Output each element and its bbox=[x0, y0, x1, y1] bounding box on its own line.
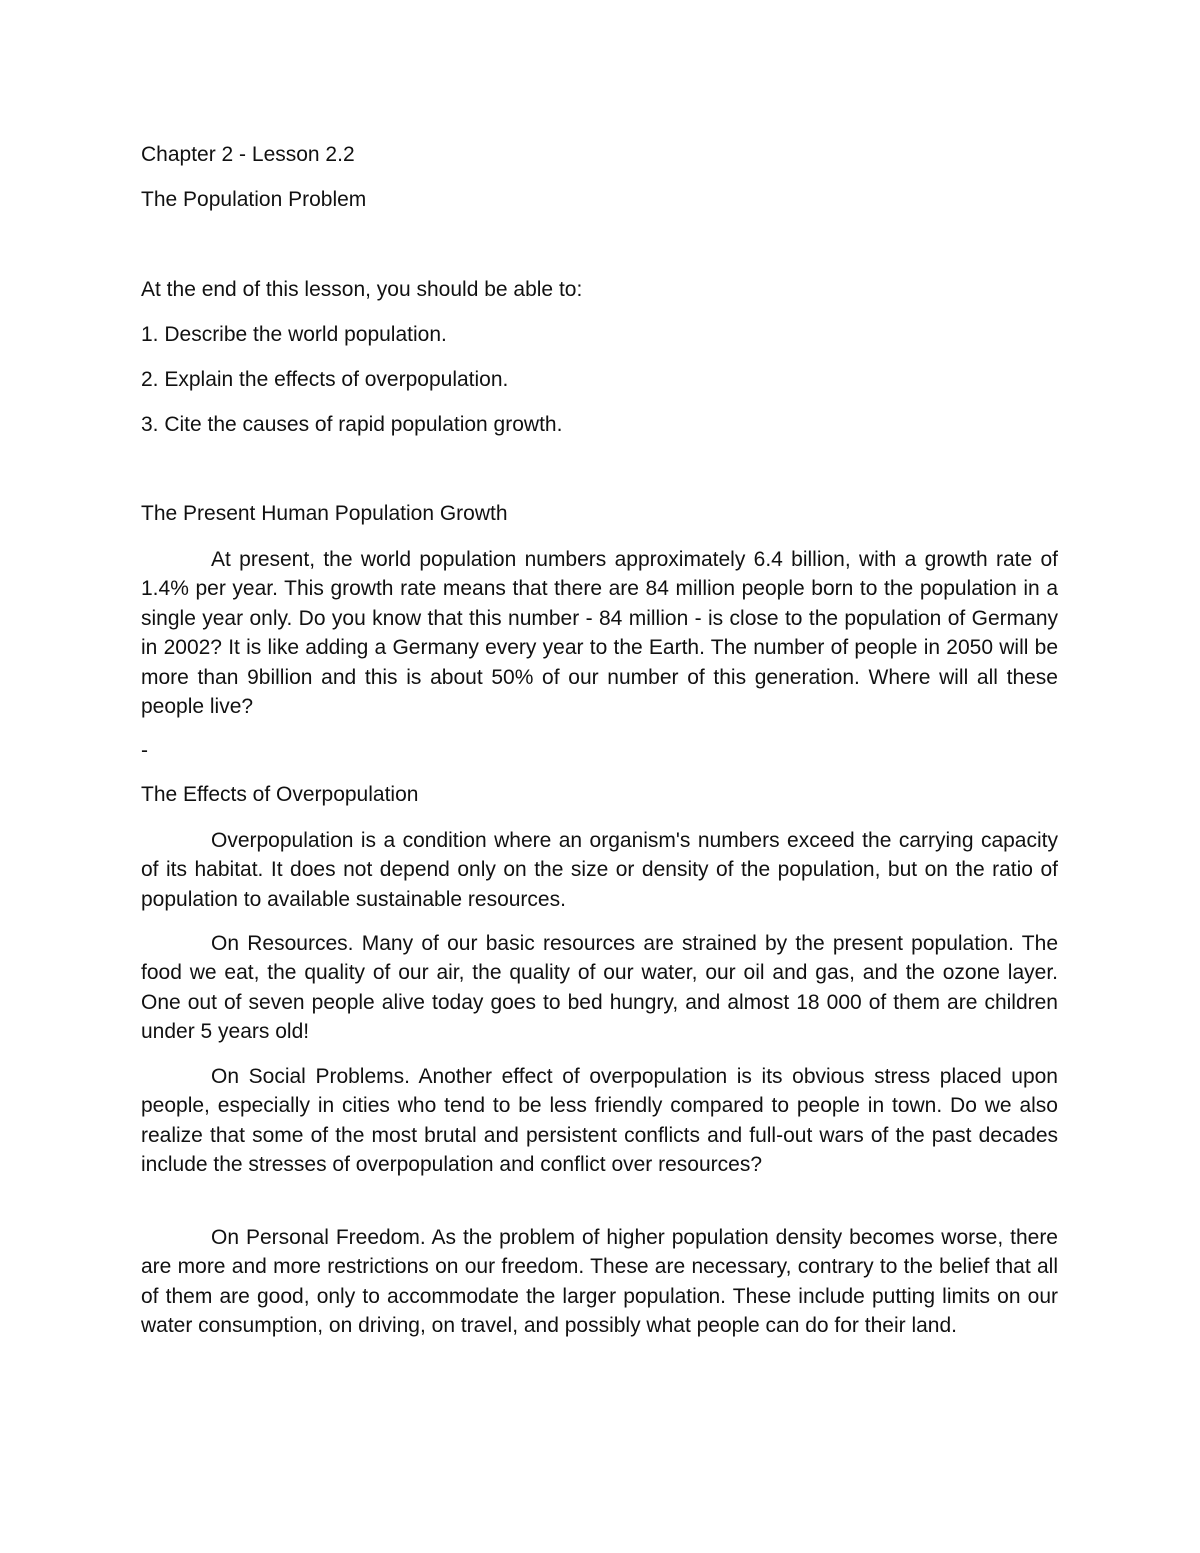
separator-dash: - bbox=[141, 739, 148, 762]
objective-item: 3. Cite the causes of rapid population growth. bbox=[141, 413, 563, 436]
effects-paragraph-definition: Overpopulation is a condition where an organism's numbers exceed the carrying capacity of its habitat. It does not depend only on the size or density of the population, but on the ratio of population to available sustainable resources. bbox=[141, 829, 1058, 911]
effects-paragraph-resources: On Resources. Many of our basic resources are strained by the present population. The food we eat, the quality of our air, the quality of our water, our oil and gas, and the ozone layer. One out of seven people alive today goes to bed hungry, and almost 18 000 of them are children under 5 years old! bbox=[141, 932, 1058, 1044]
effects-paragraph-block bbox=[141, 929, 1058, 1047]
effects-paragraph-social: On Social Problems. Another effect of overpopulation is its obvious stress placed upon people, especially in cities who tend to be less friendly compared to people in town. Do we also realize that some of the most brutal and persistent conflicts and full-out wars of the past decades include the stresses of overpopulation and conflict over resources? bbox=[141, 1065, 1058, 1177]
chapter-label: Chapter 2 - Lesson 2.2 bbox=[141, 143, 355, 166]
objective-item: 1. Describe the world population. bbox=[141, 323, 447, 346]
objective-item: 2. Explain the effects of overpopulation. bbox=[141, 368, 509, 391]
effects-paragraph-freedom: On Personal Freedom. As the problem of higher population density becomes worse, there are more and more restrictions on our freedom. These are necessary, contrary to the belief that all of them are good, only to accommodate the larger population. These include putting limits on our water consumption, on driving, on travel, and possibly what people can do for their land. bbox=[141, 1226, 1058, 1338]
effects-paragraph-block bbox=[141, 1223, 1058, 1341]
objectives-intro: At the end of this lesson, you should be able to: bbox=[141, 278, 583, 301]
growth-paragraph-block bbox=[141, 545, 1058, 721]
growth-paragraph: At present, the world population numbers approximately 6.4 billion, with a growth rate of 1.4% per year. This growth rate means that there are 84 million people born to the population in a single year only. Do you know that this number - 84 million - is close to the population of Germany in 2002? It is like adding a Germany every year to the Earth. The number of people in 2050 will be more than 9billion and this is about 50% of our number of this generation. Where will all these people live? bbox=[141, 548, 1058, 719]
lesson-title: The Population Problem bbox=[141, 188, 367, 211]
effects-paragraph-block bbox=[141, 826, 1058, 914]
section-heading-growth: The Present Human Population Growth bbox=[141, 502, 508, 525]
effects-paragraph-block bbox=[141, 1062, 1058, 1180]
section-heading-effects: The Effects of Overpopulation bbox=[141, 783, 419, 806]
